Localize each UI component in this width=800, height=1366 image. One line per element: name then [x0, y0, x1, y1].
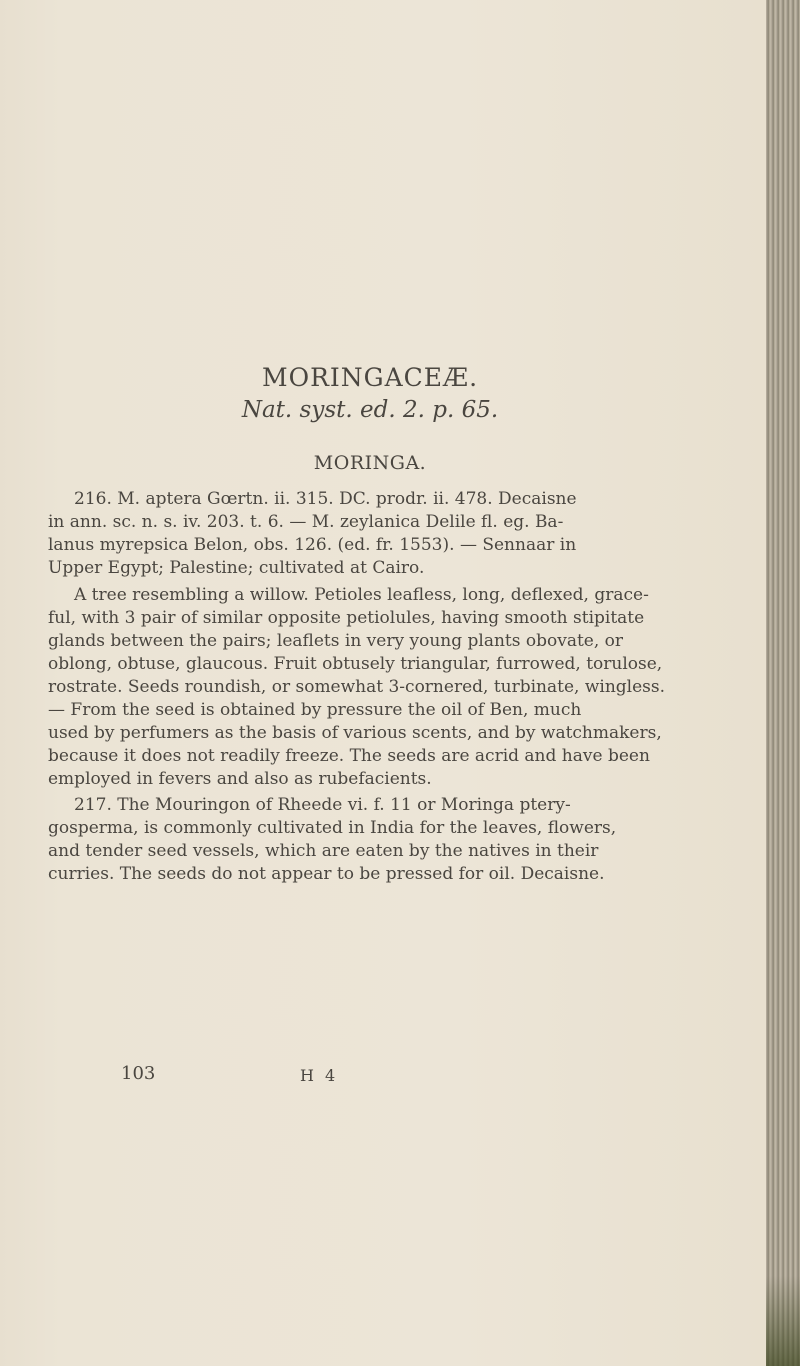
text-line: A tree resembling a willow. Petioles leafless, long, deflexed, grace- — [74, 585, 649, 605]
text-line: gosperma, is commonly cultivated in India for the leaves, flowers, — [48, 818, 617, 838]
text-line: rostrate. Seeds roundish, or somewhat 3-cornered, turbinate, wingless. — [48, 677, 665, 697]
text-line: because it does not readily freeze. The seeds are acrid and have been — [48, 746, 650, 766]
description-paragraph — [48, 584, 713, 791]
text-line: curries. The seeds do not appear to be pressed for oil. Decaisne. — [48, 864, 605, 884]
text-line: oblong, obtuse, glaucous. Fruit obtusely triangular, furrowed, torulose, — [48, 654, 663, 674]
text-line: 217. The Mouringon of Rheede vi. f. 11 or Moringa ptery- — [74, 795, 571, 815]
family-heading: MORINGACEÆ. — [261, 363, 479, 392]
text-line: and tender seed vessels, which are eaten by the natives in their — [48, 841, 599, 861]
text-line: in ann. sc. n. s. iv. 203. t. 6. — M. zeylanica Delile fl. eg. Ba- — [48, 512, 564, 532]
text-line: lanus myrepsica Belon, obs. 126. (ed. fr. 1553). — Sennaar in — [48, 535, 577, 555]
signature-mark: H 4 — [300, 1066, 339, 1085]
text-line: used by perfumers as the basis of various scents, and by watchmakers, — [48, 723, 662, 743]
text-line: ful, with 3 pair of similar opposite petiolules, having smooth stipitate — [48, 608, 645, 628]
entry-217 — [48, 794, 713, 886]
genus-heading: MORINGA. — [313, 452, 427, 474]
page-edge — [766, 0, 800, 1366]
page-number: 103 — [121, 1063, 156, 1084]
text-line: 216. M. aptera Gœrtn. ii. 315. DC. prodr. ii. 478. Decaisne — [74, 489, 577, 509]
text-line: glands between the pairs; leaflets in very young plants obovate, or — [48, 631, 624, 651]
text-line: — From the seed is obtained by pressure the oil of Ben, much — [48, 700, 582, 720]
text-line: employed in fevers and also as rubefacients. — [48, 769, 432, 789]
text-line: Upper Egypt; Palestine; cultivated at Cairo. — [48, 558, 425, 578]
entry-216 — [48, 488, 713, 580]
family-reference: Nat. syst. ed. 2. p. 65. — [241, 397, 499, 423]
